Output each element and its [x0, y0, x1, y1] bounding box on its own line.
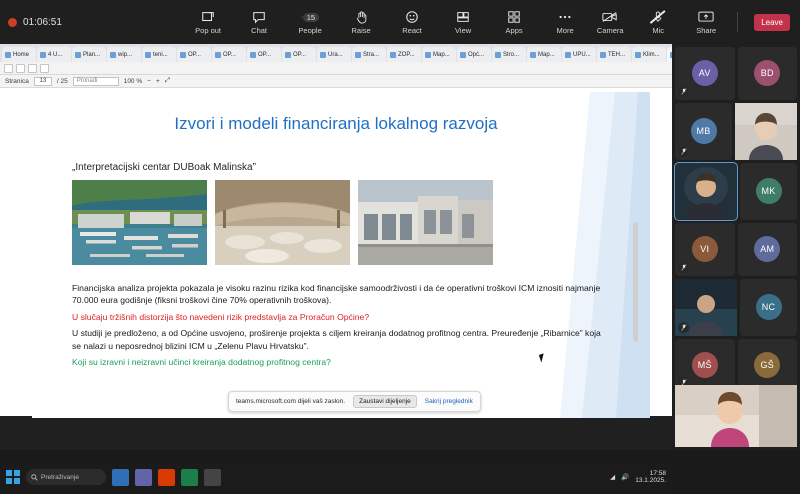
recording-timer: 01:06:51	[23, 17, 62, 28]
taskbar-app-office[interactable]	[158, 469, 175, 486]
tab-label: ZOP...	[398, 52, 415, 58]
tab-label: OP...	[188, 52, 201, 58]
tab-label: OP...	[258, 52, 271, 58]
control-raise-label: Raise	[352, 27, 371, 35]
participant-tile-active-speaker[interactable]	[675, 163, 737, 220]
tab-favicon-icon	[75, 52, 81, 58]
tab-label: Klim...	[643, 52, 660, 58]
tray-network-icon[interactable]: ◢	[610, 473, 615, 481]
zoom-out-icon[interactable]: −	[147, 78, 151, 85]
recording-dot-icon	[8, 18, 17, 27]
control-more-label: More	[557, 27, 574, 35]
chat-icon	[250, 9, 268, 25]
participant-tile-am[interactable]	[738, 223, 798, 276]
browser-tab[interactable]	[107, 47, 141, 62]
browser-tab[interactable]	[492, 47, 526, 62]
screen-share-banner	[228, 391, 481, 412]
mic-off-icon	[649, 9, 667, 25]
browser-tab[interactable]	[212, 47, 246, 62]
tab-label: Ura...	[328, 52, 343, 58]
pdf-page-area	[0, 88, 672, 416]
browser-tab[interactable]	[282, 47, 316, 62]
browser-tab[interactable]	[422, 47, 456, 62]
people-icon	[301, 9, 319, 25]
control-people[interactable]	[293, 9, 327, 35]
taskbar-app-teams[interactable]	[135, 469, 152, 486]
control-camera[interactable]	[593, 9, 627, 35]
browser-tab[interactable]	[387, 47, 421, 62]
self-video-feed	[675, 385, 797, 447]
participant-tile-vi[interactable]	[675, 223, 735, 276]
zoom-level: 100 %	[124, 78, 142, 85]
slide-paragraph-4-question: Koji su izravni i neizravni učinci kreiranja dodatnog profitnog centra?	[72, 356, 612, 368]
tab-favicon-icon	[5, 52, 11, 58]
participant-tile-video-5[interactable]	[675, 279, 737, 336]
search-icon	[31, 474, 38, 481]
mic-muted-icon	[678, 322, 689, 333]
tab-label: Map...	[538, 52, 555, 58]
pdf-viewer-toolbar	[0, 75, 672, 88]
tab-label: OP...	[293, 52, 306, 58]
browser-tab[interactable]	[597, 47, 631, 62]
marina-aerial-photo	[72, 180, 207, 265]
tab-favicon-icon	[495, 52, 501, 58]
control-pop-out[interactable]	[191, 9, 225, 35]
tab-label: TEH...	[608, 52, 625, 58]
control-mic-label: Mic	[652, 27, 664, 35]
avatar: NC	[756, 294, 782, 320]
fit-page-icon[interactable]: ⤢	[165, 77, 170, 85]
apps-icon	[505, 9, 523, 25]
tab-label: UPU...	[573, 52, 591, 58]
control-apps-label: Apps	[506, 27, 523, 35]
taskbar-app-edge[interactable]	[112, 469, 129, 486]
taskbar-app-excel[interactable]	[181, 469, 198, 486]
interior-exhibition-photo	[215, 180, 350, 265]
participant-row	[675, 163, 797, 220]
clock-time: 17:58	[650, 470, 666, 477]
browser-tab[interactable]	[2, 47, 36, 62]
page-total: / 25	[57, 78, 68, 85]
participant-tile-mb[interactable]	[675, 103, 732, 160]
zoom-in-icon[interactable]: +	[156, 78, 160, 85]
browser-tab[interactable]	[37, 47, 71, 62]
control-pop-out-label: Pop out	[195, 27, 221, 35]
taskbar-app-explorer[interactable]	[204, 469, 221, 486]
page-label: Stranica	[5, 78, 29, 85]
browser-tab[interactable]	[457, 47, 491, 62]
control-react[interactable]	[395, 9, 429, 35]
clock-date: 13.1.2025.	[635, 477, 666, 484]
hide-browser-link[interactable]: Sakrij preglednik	[425, 398, 473, 405]
avatar: VI	[692, 236, 718, 262]
toolbar-divider	[737, 12, 738, 32]
taskbar-search-placeholder: Pretraživanje	[41, 474, 79, 481]
tab-favicon-icon	[145, 52, 151, 58]
tab-favicon-icon	[180, 52, 186, 58]
forward-icon[interactable]	[16, 64, 25, 73]
people-count-badge: 15	[303, 13, 319, 22]
reactions-icon	[403, 9, 421, 25]
find-input[interactable]: Pronađi	[73, 77, 119, 86]
control-raise-hand[interactable]	[344, 9, 378, 35]
street-buildings-photo	[358, 180, 493, 265]
recording-indicator	[0, 17, 180, 28]
reload-icon[interactable]	[28, 64, 37, 73]
view-icon	[454, 9, 472, 25]
tab-favicon-icon	[355, 52, 361, 58]
mic-muted-icon	[678, 86, 689, 97]
raise-hand-icon	[352, 9, 370, 25]
browser-address-toolbar	[0, 62, 672, 75]
control-view[interactable]	[446, 9, 480, 35]
browser-tab[interactable]	[247, 47, 281, 62]
tab-label: wip...	[118, 52, 132, 58]
tab-favicon-icon	[530, 52, 536, 58]
slide-title: Izvori i modeli financiranja lokalnog razvoja	[116, 114, 556, 134]
control-more[interactable]	[548, 9, 582, 35]
control-share-label: Share	[696, 27, 716, 35]
meeting-device-controls	[593, 9, 800, 35]
browser-tab[interactable]	[317, 47, 351, 62]
avatar: AV	[692, 60, 718, 86]
tab-label: Home	[13, 52, 29, 58]
participant-row	[675, 339, 797, 392]
control-share[interactable]	[689, 9, 723, 35]
participant-row	[675, 47, 797, 100]
camera-off-icon	[601, 9, 619, 25]
slide-subtitle: „Interpretacijski centar DUBoak Malinska”	[72, 162, 256, 173]
pdf-scrollbar[interactable]	[633, 222, 638, 342]
meeting-controls	[180, 9, 593, 35]
taskbar-tray	[610, 470, 666, 485]
tab-label: Plan...	[83, 52, 100, 58]
tab-favicon-icon	[285, 52, 291, 58]
control-camera-label: Camera	[597, 27, 624, 35]
participant-row	[675, 223, 797, 276]
avatar: MB	[691, 118, 717, 144]
stop-sharing-button[interactable]: Zaustavi dijeljenje	[353, 395, 417, 408]
control-people-label: People	[298, 27, 321, 35]
mic-muted-icon	[678, 262, 689, 273]
tab-favicon-icon	[250, 52, 256, 58]
page-number-input[interactable]: 13	[34, 77, 52, 86]
control-chat-label: Chat	[251, 27, 267, 35]
avatar: MŠ	[692, 352, 718, 378]
tab-label: OP...	[223, 52, 236, 58]
participant-tile-av[interactable]	[675, 47, 735, 100]
control-view-label: View	[455, 27, 471, 35]
leave-button[interactable]: Leave	[754, 14, 790, 31]
tab-label: 4 U...	[48, 52, 62, 58]
participant-tile-video-2[interactable]	[735, 103, 797, 160]
participant-tile-bd[interactable]	[738, 47, 798, 100]
tab-label: Opć...	[468, 52, 484, 58]
browser-tab[interactable]	[142, 47, 176, 62]
tab-favicon-icon	[565, 52, 571, 58]
tab-label: Map...	[433, 52, 450, 58]
video-feed	[675, 163, 737, 220]
browser-tab[interactable]	[72, 47, 106, 62]
taskbar-clock[interactable]	[635, 470, 666, 485]
control-mic[interactable]	[641, 9, 675, 35]
slide-paragraph-1: Financijska analiza projekta pokazala je visoku razinu rizika kod financijske samoodrživosti i da će operativni troškovi ICM iznositi najmanje 70.000 eura godišnje (fiksni troškovi čine 70% operativnih troškova).	[72, 282, 612, 307]
slide-body-text	[72, 282, 612, 373]
share-screen-icon	[697, 9, 715, 25]
share-banner-message: teams.microsoft.com dijeli vaš zaslon.	[236, 398, 345, 405]
tab-favicon-icon	[425, 52, 431, 58]
control-apps[interactable]	[497, 9, 531, 35]
shared-screen-region	[0, 44, 672, 416]
tab-favicon-icon	[600, 52, 606, 58]
control-react-label: React	[402, 27, 422, 35]
avatar: MK	[756, 178, 782, 204]
browser-tab[interactable]	[632, 47, 666, 62]
tab-favicon-icon	[320, 52, 326, 58]
presentation-slide	[32, 92, 640, 418]
browser-tab[interactable]	[352, 47, 386, 62]
avatar: GŠ	[754, 352, 780, 378]
tab-favicon-icon	[390, 52, 396, 58]
participant-row	[675, 103, 797, 160]
tab-favicon-icon	[635, 52, 641, 58]
tab-label: Stro...	[503, 52, 519, 58]
participant-tile-mk[interactable]	[740, 163, 797, 220]
avatar: BD	[754, 60, 780, 86]
mic-muted-icon	[678, 146, 689, 157]
windows-start-icon[interactable]	[6, 470, 20, 484]
home-icon[interactable]	[40, 64, 49, 73]
participant-tile-gs[interactable]	[738, 339, 798, 392]
taskbar-search-input[interactable]	[26, 469, 106, 485]
slide-paragraph-3: U studiji je predloženo, a od Općine usvojeno, proširenje projekta s ciljem kreiranja dodatnog profitnog centra. Preuređenje „Ribarnice” koja se nalazi u neposrednoj blizini ICM u „Zelenu Plavu Hrvatsku”.	[72, 327, 612, 352]
control-chat[interactable]	[242, 9, 276, 35]
self-view-tile[interactable]	[675, 385, 797, 447]
browser-tab-strip	[0, 44, 672, 62]
more-ellipsis-icon	[556, 9, 574, 25]
browser-tab[interactable]	[177, 47, 211, 62]
slide-paragraph-2-question: U slučaju tržišnih distorzija što navedeni rizik predstavlja za Proračun Općine?	[72, 311, 612, 323]
meeting-toolbar	[0, 0, 800, 44]
tab-favicon-icon	[40, 52, 46, 58]
tab-favicon-icon	[110, 52, 116, 58]
pop-out-icon	[199, 9, 217, 25]
windows-taskbar	[0, 460, 672, 494]
tray-volume-icon[interactable]: 🔊	[621, 473, 629, 481]
back-icon[interactable]	[4, 64, 13, 73]
participant-tile-ms[interactable]	[675, 339, 735, 392]
video-feed	[735, 103, 797, 160]
tab-favicon-icon	[460, 52, 466, 58]
browser-tab[interactable]	[527, 47, 561, 62]
slide-photo-row	[72, 180, 493, 265]
participant-row	[675, 279, 797, 336]
browser-tab[interactable]	[562, 47, 596, 62]
tab-label: Stra...	[363, 52, 379, 58]
participant-tile-nc[interactable]	[740, 279, 797, 336]
tab-label: teni...	[153, 52, 168, 58]
tab-favicon-icon	[215, 52, 221, 58]
avatar: AM	[754, 236, 780, 262]
